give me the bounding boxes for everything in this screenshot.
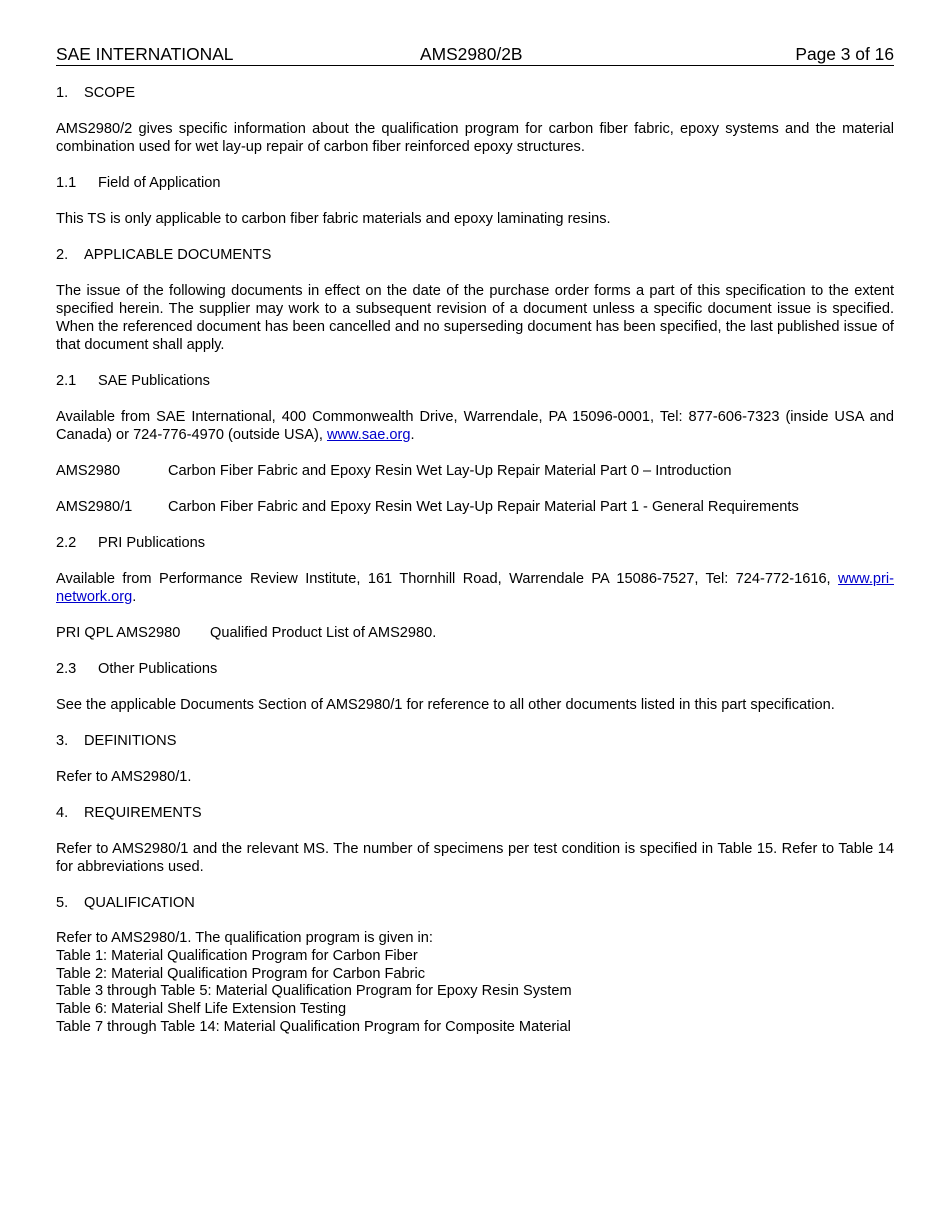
section-number: 4. [56, 805, 69, 821]
section-number: 1. [56, 85, 69, 101]
section-title: SCOPE [84, 85, 136, 101]
paragraph-text: Available from SAE International, 400 Commonwealth Drive, Warrendale, PA 15096-0001, Tel: 877-606-7323 (inside USA and Canada) or 724-776-4970 (outside USA), [56, 409, 894, 443]
section-2-1-heading [56, 372, 894, 390]
paragraph-end: . [132, 589, 137, 605]
section-3-paragraph: Refer to AMS2980/1. [56, 769, 192, 785]
section-number: 2. [56, 247, 69, 263]
reference-entry [56, 462, 894, 480]
header-org: SAE INTERNATIONAL [56, 44, 234, 64]
qualification-list [56, 930, 894, 1037]
document-page [56, 44, 894, 1037]
section-1-1-paragraph: This TS is only applicable to carbon fiber fabric materials and epoxy laminating resins. [56, 211, 611, 227]
reference-code: PRI QPL AMS2980 [56, 625, 181, 641]
section-2-2-heading [56, 534, 894, 552]
section-2-3-paragraph: See the applicable Documents Section of AMS2980/1 for reference to all other documents listed in this part specification. [56, 697, 835, 713]
list-item: Refer to AMS2980/1. The qualification program is given in: [56, 930, 433, 946]
section-number: 2.3 [56, 661, 77, 677]
paragraph-text: Available from Performance Review Institute, 161 Thornhill Road, Warrendale PA 15086-7527, Tel: 724-772-1616, [56, 571, 839, 587]
section-4-paragraph: Refer to AMS2980/1 and the relevant MS. The number of specimens per test condition is specified in Table 15. Refer to Table 14 for abbreviations used. [56, 841, 894, 875]
section-number: 2.2 [56, 535, 77, 551]
reference-entry [56, 624, 894, 642]
list-item: Table 2: Material Qualification Program for Carbon Fabric [56, 965, 426, 982]
section-title: REQUIREMENTS [84, 805, 202, 821]
section-1-paragraph: AMS2980/2 gives specific information about the qualification program for carbon fiber fabric, epoxy systems and the material combination used for wet lay-up repair of carbon fiber reinforced epoxy structures. [56, 121, 894, 155]
section-number: 3. [56, 733, 69, 749]
reference-code: AMS2980 [56, 463, 121, 479]
section-2-paragraph: The issue of the following documents in effect on the date of the purchase order forms a part of this specification to the extent specified herein. The supplier may work to a subsequent revision of a document unless a specific document issue is specified. When the referenced document has been cancelled and no superseding document has been specified, the last published issue of that document shall apply. [56, 283, 894, 353]
section-2-1-paragraph [56, 408, 894, 444]
sae-website-link[interactable]: www.sae.org [326, 427, 411, 443]
section-3-heading [56, 732, 894, 750]
section-title: APPLICABLE DOCUMENTS [84, 247, 272, 263]
section-title: SAE Publications [98, 373, 210, 389]
pri-website-link[interactable]: www.pri-network.org [56, 571, 894, 605]
section-title: DEFINITIONS [84, 733, 177, 749]
section-title: PRI Publications [98, 535, 206, 551]
list-item: Table 7 through Table 14: Material Qualification Program for Composite Material [56, 1018, 571, 1035]
reference-title: Carbon Fiber Fabric and Epoxy Resin Wet Lay-Up Repair Material Part 1 - General Requirements [168, 499, 799, 515]
section-number: 2.1 [56, 373, 77, 389]
section-number: 5. [56, 895, 69, 911]
list-item: Table 6: Material Shelf Life Extension Testing [56, 1001, 347, 1018]
section-title: Other Publications [98, 661, 218, 677]
section-2-3-heading [56, 660, 894, 678]
paragraph-end: . [410, 427, 415, 443]
section-5-heading [56, 894, 894, 912]
reference-title: Qualified Product List of AMS2980. [210, 625, 437, 641]
list-item: Table 1: Material Qualification Program for Carbon Fiber [56, 947, 418, 964]
header-doc-id: AMS2980/2B [420, 44, 523, 64]
section-4-heading [56, 804, 894, 822]
reference-title: Carbon Fiber Fabric and Epoxy Resin Wet Lay-Up Repair Material Part 0 – Introduction [168, 463, 732, 479]
reference-entry [56, 498, 894, 516]
reference-code: AMS2980/1 [56, 499, 133, 515]
section-title: Field of Application [98, 175, 221, 191]
section-2-heading [56, 246, 894, 264]
list-item: Table 3 through Table 5: Material Qualification Program for Epoxy Resin System [56, 983, 572, 1000]
section-1-heading [56, 84, 894, 102]
page-header [56, 44, 894, 66]
section-title: QUALIFICATION [84, 895, 195, 911]
section-number: 1.1 [56, 175, 77, 191]
header-page-number: Page 3 of 16 [795, 44, 894, 64]
section-1-1-heading [56, 174, 894, 192]
section-2-2-paragraph [56, 570, 894, 606]
document-body [56, 84, 894, 1037]
